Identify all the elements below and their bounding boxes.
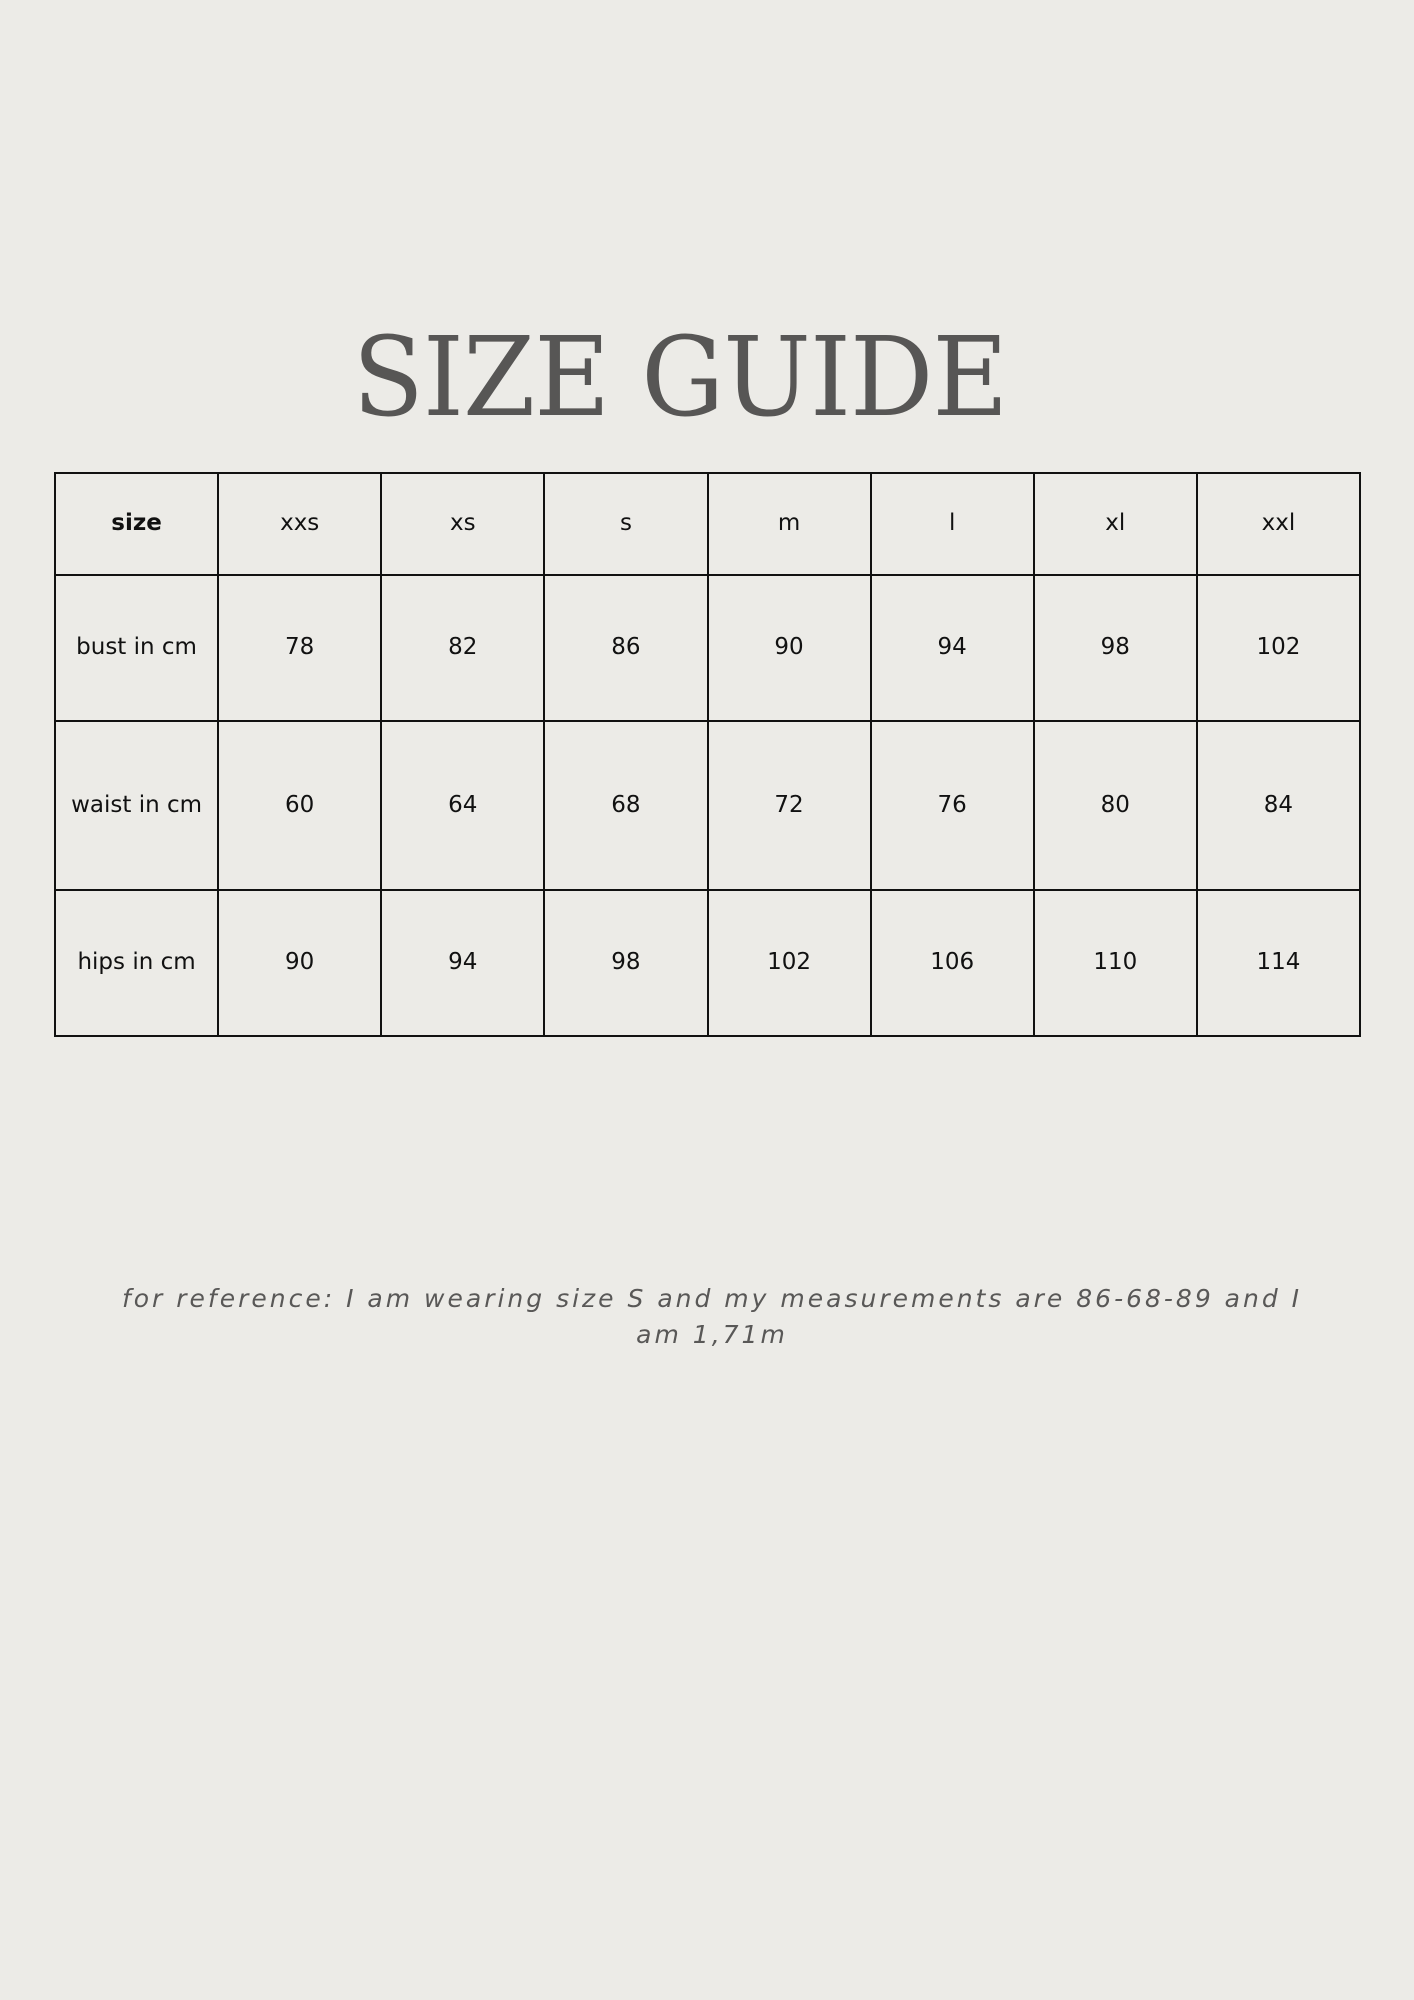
table-cell: 102 [1197,575,1360,721]
header-label-size: size [55,473,218,575]
row-label-waist: waist in cm [55,721,218,890]
header-cell-s: s [544,473,707,575]
row-label-hips: hips in cm [55,890,218,1036]
table-cell: 106 [871,890,1034,1036]
reference-note: for reference: I am wearing size S and my measurements are 86-68-89 and I am 1,71m [121,1284,1303,1349]
table-cell: 110 [1034,890,1197,1036]
table-cell: 60 [218,721,381,890]
page-title: SIZE GUIDE [352,312,1008,441]
table-header-row [55,473,1360,575]
size-table [54,472,1361,1037]
table-cell: 82 [381,575,544,721]
table-cell: 86 [544,575,707,721]
table-row-waist [55,721,1360,890]
table-row-bust [55,575,1360,721]
table-cell: 102 [708,890,871,1036]
header-cell-xs: xs [381,473,544,575]
table-cell: 72 [708,721,871,890]
table-cell: 90 [708,575,871,721]
table-cell: 114 [1197,890,1360,1036]
table-cell: 90 [218,890,381,1036]
table-cell: 78 [218,575,381,721]
table-cell: 98 [1034,575,1197,721]
header-cell-l: l [871,473,1034,575]
table-cell: 64 [381,721,544,890]
header-cell-xxs: xxs [218,473,381,575]
table-cell: 76 [871,721,1034,890]
row-label-bust: bust in cm [55,575,218,721]
table-cell: 94 [381,890,544,1036]
header-cell-m: m [708,473,871,575]
table-cell: 84 [1197,721,1360,890]
table-cell: 98 [544,890,707,1036]
table-row-hips [55,890,1360,1036]
table-cell: 80 [1034,721,1197,890]
header-cell-xxl: xxl [1197,473,1360,575]
table-cell: 68 [544,721,707,890]
header-cell-xl: xl [1034,473,1197,575]
table-cell: 94 [871,575,1034,721]
